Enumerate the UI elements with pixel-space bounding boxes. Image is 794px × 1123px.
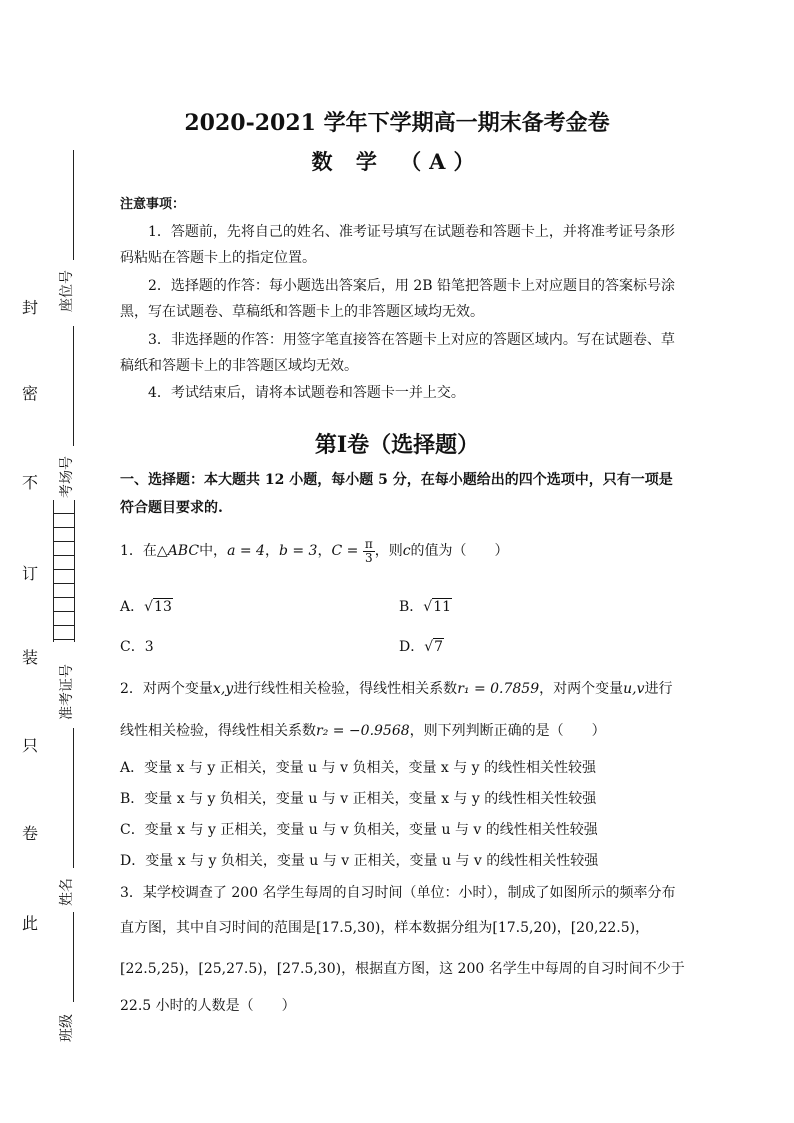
notice-item-1: 1．答题前，先将自己的姓名、准考证号填写在试题卷和答题卡上，并将准考证号条形码粘贴在答题卡上的指定位置。 [120, 224, 675, 266]
class-label: 班级 [59, 1014, 75, 1042]
question-2-stem-line2: 线性相关检验，得线性相关系数r₂ = −0.9568，则下列判断正确的是（ ） [120, 723, 606, 739]
exam-title: 2020-2021 学年下学期高一期末备考金卷 [184, 110, 610, 136]
fill-line [73, 728, 74, 868]
notice-item-3: 3．非选择题的作答：用签字笔直接答在答题卡上对应的答题区域内。写在试题卷、草稿纸和答题卡上的非答题区域均无效。 [120, 332, 675, 374]
margin-char: 不 [22, 473, 39, 492]
admission-number-boxes [53, 500, 75, 642]
margin-char: 只 [22, 736, 39, 755]
section-title: 第Ⅰ卷（选择题） [314, 432, 480, 458]
margin-char: 装 [22, 648, 39, 667]
seat-number-label: 座位号 [59, 270, 75, 312]
q1-option-a: A．√13 [120, 599, 172, 615]
margin-char: 卷 [22, 824, 39, 843]
question-2-stem-line1: 2．对两个变量x,y进行线性相关检验，得线性相关系数r₁ = 0.7859，对两个变量u,v进行 [120, 681, 673, 697]
name-label: 姓名 [59, 878, 75, 906]
exam-subtitle: 数 学 （A） [311, 149, 483, 174]
q1-option-b: B．√11 [399, 599, 452, 615]
question-3-line4: 22.5 小时的人数是（ ） [120, 998, 296, 1014]
margin-char: 此 [22, 914, 39, 933]
question-3-line3: [22.5,25)，[25,27.5)，[27.5,30)，根据直方图，这 200 名学生中每周的自习时间不少于 [120, 961, 685, 977]
question-3-line2: 直方图，其中自习时间的范围是[17.5,30)，样本数据分组为[17.5,20)，[20,22.5)， [120, 920, 650, 936]
pi-over-3-fraction: $\frac{\pi}{3}$ [364, 536, 373, 565]
q2-option-d: D．变量 x 与 y 负相关，变量 u 与 v 正相关，变量 u 与 v 的线性相关性较强 [120, 853, 599, 869]
admission-number-label: 准考证号 [59, 664, 75, 720]
notice-heading: 注意事项： [120, 197, 186, 212]
q2-option-c: C．变量 x 与 y 正相关，变量 u 与 v 负相关，变量 u 与 v 的线性相关性较强 [120, 822, 598, 838]
margin-char: 密 [22, 384, 39, 403]
fill-line [73, 912, 74, 1002]
question-1-stem: 1．在△ABC中，a = 4，b = 3，C = $\frac{\pi}{3}$ ，则c的值为（ ） [120, 536, 509, 565]
section-instruction: 一、选择题：本大题共 12 小题，每小题 5 分，在每小题给出的四个选项中，只有一项是符合题目要求的. [120, 472, 673, 516]
notice-item-4: 4．考试结束后，请将本试题卷和答题卡一并上交。 [148, 385, 465, 401]
exam-room-label: 考场号 [59, 456, 75, 498]
margin-char: 订 [22, 564, 39, 583]
margin-char: 封 [22, 298, 39, 317]
q1-option-d: D．√7 [399, 639, 444, 655]
notice-item-2: 2．选择题的作答：每小题选出答案后，用 2B 铅笔把答题卡上对应题目的答案标号涂黑，写在试题卷、草稿纸和答题卡上的非答题区域均无效。 [120, 278, 676, 320]
q2-option-a: A．变量 x 与 y 正相关，变量 u 与 v 负相关，变量 x 与 y 的线性相关性较强 [120, 760, 597, 776]
question-3-line1: 3．某学校调查了 200 名学生每周的自习时间（单位：小时），制成了如图所示的频率分布 [120, 885, 676, 901]
q2-option-b: B．变量 x 与 y 负相关，变量 u 与 v 正相关，变量 x 与 y 的线性相关性较强 [120, 791, 597, 807]
q1-option-c: C．3 [120, 639, 154, 655]
